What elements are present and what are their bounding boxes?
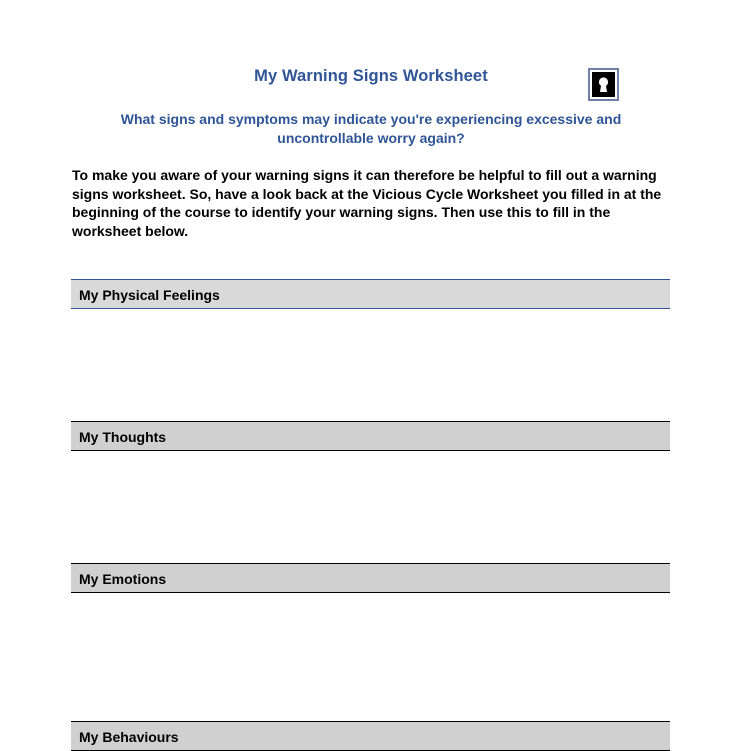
subtitle-line-2: uncontrollable worry again? xyxy=(277,130,465,146)
section-label: My Emotions xyxy=(79,571,167,587)
page-title: My Warning Signs Worksheet xyxy=(254,67,488,85)
subtitle-line-1: What signs and symptoms may indicate you're experiencing excessive and xyxy=(120,111,622,127)
keyhole-logo xyxy=(588,68,619,101)
section-thoughts xyxy=(71,421,670,451)
section-label: My Physical Feelings xyxy=(79,287,220,303)
section-label: My Behaviours xyxy=(79,729,179,745)
keyhole-icon xyxy=(592,72,615,97)
section-behaviours xyxy=(71,721,670,751)
page-subtitle xyxy=(100,110,642,148)
intro-paragraph: To make you aware of your warning signs it can therefore be helpful to fill out a warning signs worksheet. So, have a look back at the Vicious Cycle Worksheet you filled in at the beginning of the course to identify your warning signs. Then use this to fill in the worksheet below. xyxy=(72,167,662,240)
section-physical-feelings xyxy=(71,279,670,309)
section-label: My Thoughts xyxy=(79,429,167,445)
section-emotions xyxy=(71,563,670,593)
